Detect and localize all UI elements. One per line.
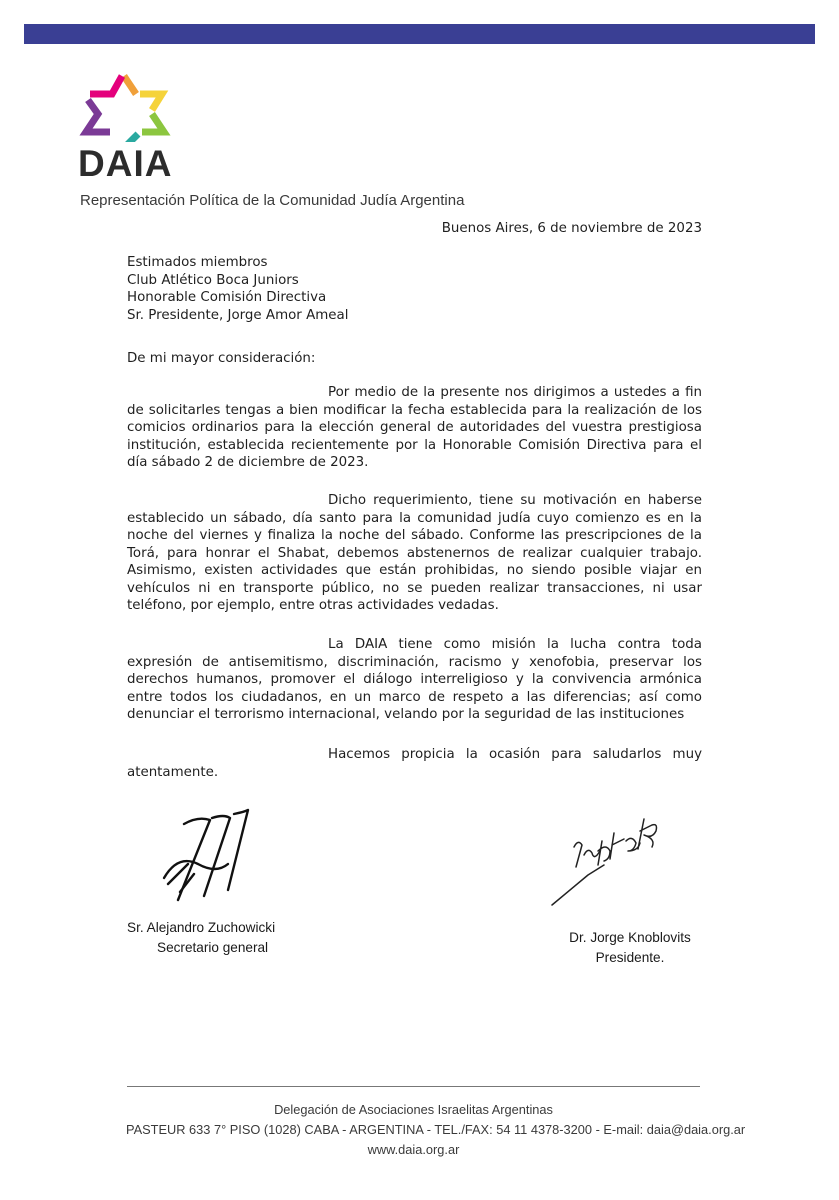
paragraph-line: atentamente. [127,764,219,780]
paragraph-line: denunciar el terrorismo internacional, velando por la seguridad de las instituciones [127,707,685,722]
signer-name: Sr. Alejandro Zuchowicki [127,920,276,935]
recipient-line: Sr. Presidente, Jorge Amor Ameal [127,307,349,323]
signer-zuchowicki [127,918,327,958]
recipient-line: Estimados miembros [127,255,268,270]
paragraph-line: vehículos ni en transporte público, no se pueden realizar transacciones, ni usar [127,580,702,596]
paragraph-request [127,384,702,472]
paragraph-line: de solicitarles tengas a bien modificar la fecha establecida para la realización de los [127,402,702,418]
paragraph-line: día sábado 2 de diciembre de 2023. [127,455,369,470]
signer-knoblovits [530,928,730,968]
paragraph-line: Por medio de la presente nos dirigimos a ustedes a fin [328,385,702,400]
brand-wordmark: DAIA [78,143,173,184]
recipient-block [127,254,348,324]
paragraph-line: Torá, para honrar el Shabat, debemos abstenernos de realizar cualquier trabajo. [127,545,702,561]
footer-divider [127,1086,700,1087]
header-subtitle: Representación Política de la Comunidad Judía Argentina [80,192,465,209]
paragraph-closing [127,746,702,781]
paragraph-line: Dicho requerimiento, tiene su motivación en haberse [328,493,702,508]
paragraph-line: La DAIA tiene como misión la lucha contra toda [328,637,702,652]
recipient-line: Honorable Comisión Directiva [127,290,327,305]
footer-address: PASTEUR 633 7° PISO (1028) CABA - ARGENTINA - TEL./FAX: 54 11 4378-3200 - E-mail: daia@daia.org.ar [126,1122,746,1137]
signer-role: Presidente. [595,950,665,965]
signature-zuchowicki-image [158,804,258,904]
signer-name: Dr. Jorge Knoblovits [569,930,691,945]
footer [126,1100,746,1160]
paragraph-line: Asimismo, existen actividades que están prohibidas, no siendo posible viajar en [127,563,702,578]
signature-knoblovits-image [548,795,668,910]
paragraph-line: entre todos los ciudadanos, en un marco de respeto a las diferencias; así como [127,689,702,705]
paragraph-line: Hacemos propicia la ocasión para saludarlos muy [328,747,702,762]
star-logo-icon [76,70,172,142]
paragraph-line: comicios ordinarios para la elección general de autoridades del vuestra prestigiosa [127,420,702,435]
signer-role: Secretario general [157,940,269,955]
letter-date: Buenos Aires, 6 de noviembre de 2023 [441,221,702,236]
greeting: De mi mayor consideración: [127,351,316,366]
footer-web: www.daia.org.ar [367,1142,460,1157]
paragraph-line: derechos humanos, promover el diálogo interreligioso y la convivencia armónica [127,672,702,687]
paragraph-motivation [127,492,702,615]
paragraph-line: expresión de antisemitismo, discriminación, racismo y xenofobia, preservar los [127,654,702,670]
paragraph-line: teléfono, por ejemplo, entre otras actividades vedadas. [127,598,499,613]
header-color-bar [24,24,815,44]
paragraph-line: institución, establecida recientemente por la Honorable Comisión Directiva para el [127,437,702,453]
paragraph-line: establecido un sábado, día santo para la comunidad judía cuyo comienzo es en la [127,510,702,526]
paragraph-line: noche del viernes y finaliza la noche del sábado. Conforme las prescripciones de la [127,528,702,543]
paragraph-mission [127,636,702,724]
footer-org: Delegación de Asociaciones Israelitas Argentinas [274,1102,553,1117]
recipient-line: Club Atlético Boca Juniors [127,272,299,288]
